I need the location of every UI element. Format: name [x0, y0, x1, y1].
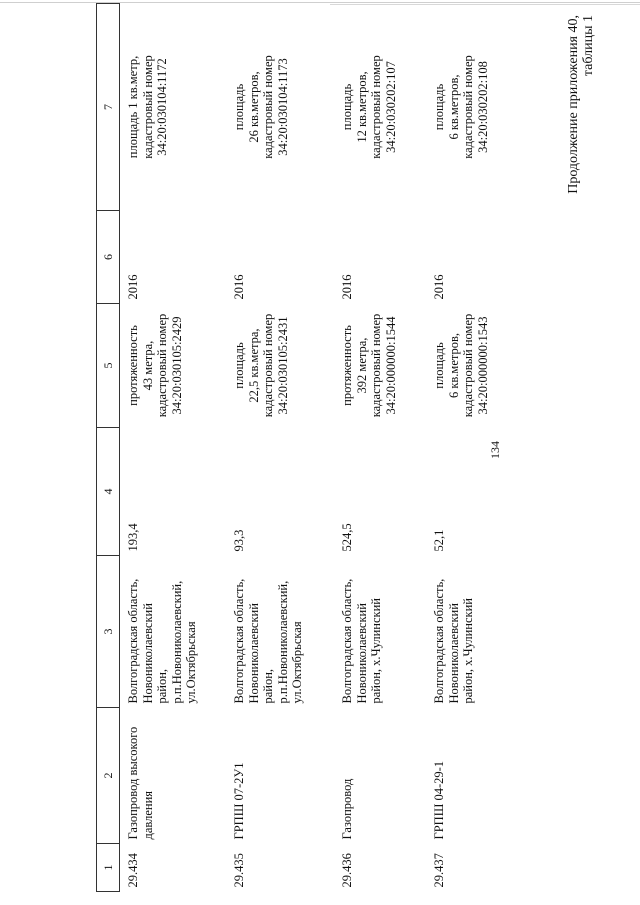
object-name: ГРПШ 04-29-1 — [432, 760, 446, 840]
object-characteristics-line: протяженность — [340, 325, 354, 406]
column-number-row — [97, 4, 120, 892]
land-plot-info-line: площадь — [432, 83, 446, 131]
land-plot-info-line: кадастровый номер — [461, 55, 475, 159]
land-plot-info-line: кадастровый номер — [261, 55, 275, 159]
continuation-line-1: Продолжение приложения 40, — [566, 15, 581, 194]
land-plot-info-line: площадь — [232, 83, 246, 131]
object-address-line: Новониколаевский — [446, 603, 461, 704]
object-address-line: р.п.Новониколаевский, — [169, 580, 184, 704]
object-characteristics — [334, 304, 426, 428]
land-plot-info-line: 6 кв.метров, — [446, 74, 461, 140]
object-address-line: район, — [155, 668, 169, 704]
object-characteristics-line: 6 кв.метров, — [446, 332, 461, 399]
object-characteristics-line: кадастровый номер — [261, 313, 275, 418]
object-characteristics-line: 34:20:000000:1543 — [475, 316, 490, 415]
land-plot-info-line: площадь — [340, 83, 354, 131]
object-characteristics — [120, 304, 227, 428]
land-plot-info-line: кадастровый номер — [140, 55, 155, 159]
land-plot-info-line: 26 кв.метров, — [246, 71, 261, 143]
object-address-line: ул.Октябрьская — [184, 621, 198, 704]
column-header: 2 — [97, 708, 120, 844]
object-characteristics-line: 34:20:030105:2429 — [169, 316, 184, 415]
object-address-line: ул.Октябрьская — [290, 621, 304, 704]
table-row — [426, 4, 528, 892]
table-row — [120, 4, 227, 892]
row-number: 29.434 — [126, 853, 140, 888]
object-address-line: р.п.Новониколаевский, — [275, 580, 290, 704]
object-characteristics — [226, 304, 334, 428]
land-plot-info-line: 34:20:030202:108 — [475, 61, 490, 153]
property-table — [96, 3, 528, 892]
object-characteristics — [426, 304, 528, 428]
column-header: 7 — [97, 4, 120, 211]
object-name: Газопровод высокого давления — [126, 726, 155, 840]
year: 2016 — [340, 274, 354, 300]
object-address-line: Волгоградская область, — [432, 578, 446, 704]
column-header: 4 — [97, 428, 120, 556]
table-row — [334, 4, 426, 892]
column-header: 3 — [97, 556, 120, 708]
object-characteristics-line: кадастровый номер — [369, 313, 383, 418]
object-characteristics-line: кадастровый номер — [461, 313, 475, 418]
object-characteristics-line: 34:20:030105:2431 — [275, 316, 290, 415]
land-plot-info-line: 12 кв.метров, — [354, 71, 369, 143]
object-name: ГРПШ 07-2У1 — [232, 762, 246, 840]
object-address-line: Волгоградская область, — [232, 578, 246, 704]
year: 2016 — [432, 274, 446, 300]
book-value: 52,1 — [432, 529, 446, 552]
book-value: 524,5 — [340, 523, 354, 552]
object-characteristics-line: 34:20:000000:1544 — [383, 316, 398, 415]
object-characteristics-line: кадастровый номер — [155, 313, 169, 418]
year: 2016 — [232, 274, 246, 300]
table-row — [226, 4, 334, 892]
row-number: 29.437 — [432, 853, 446, 888]
object-address-line: Новониколаевский — [140, 603, 155, 704]
page-number: 134 — [488, 441, 502, 459]
object-characteristics-line: площадь — [232, 342, 246, 389]
land-plot-info-line: площадь 1 кв.метр, — [126, 55, 140, 159]
object-name: Газопровод — [340, 778, 354, 840]
object-address-line: Новониколаевский — [354, 603, 369, 704]
column-header: 1 — [97, 844, 120, 892]
object-characteristics-line: протяженность — [126, 325, 140, 406]
object-address — [226, 556, 334, 708]
object-address-line: район, х.Чулинский — [369, 598, 383, 704]
land-plot-info — [226, 4, 334, 211]
continuation-caption — [566, 15, 596, 275]
continuation-line-2: таблицы 1 — [581, 15, 596, 77]
object-characteristics-line: 43 метра, — [140, 340, 155, 391]
object-address-line: район, х.Чулинский — [461, 598, 475, 704]
book-value: 193,4 — [126, 523, 140, 552]
book-value: 93,3 — [232, 529, 246, 552]
land-plot-info-line: кадастровый номер — [369, 55, 383, 159]
column-header: 5 — [97, 304, 120, 428]
object-address — [334, 556, 426, 708]
object-characteristics-line: 22,5 кв.метра, — [246, 328, 261, 403]
object-address-line: Волгоградская область, — [340, 578, 354, 704]
object-address-line: Новониколаевский — [246, 603, 261, 704]
year: 2016 — [126, 274, 140, 300]
object-address-line: район, — [261, 668, 275, 704]
land-plot-info-line: 34:20:030104:1173 — [275, 58, 290, 156]
column-header: 6 — [97, 211, 120, 304]
row-number: 29.435 — [232, 853, 246, 888]
land-plot-info — [334, 4, 426, 211]
land-plot-info — [120, 4, 227, 211]
land-plot-info-line: 34:20:030202:107 — [383, 61, 398, 153]
object-address — [426, 556, 528, 708]
object-characteristics-line: 392 метра, — [354, 337, 369, 394]
object-address — [120, 556, 227, 708]
land-plot-info — [426, 4, 528, 211]
land-plot-info-line: 34:20:030104:1172 — [155, 58, 169, 156]
object-characteristics-line: площадь — [432, 342, 446, 389]
row-number: 29.436 — [340, 853, 354, 888]
object-address-line: Волгоградская область, — [126, 578, 140, 704]
